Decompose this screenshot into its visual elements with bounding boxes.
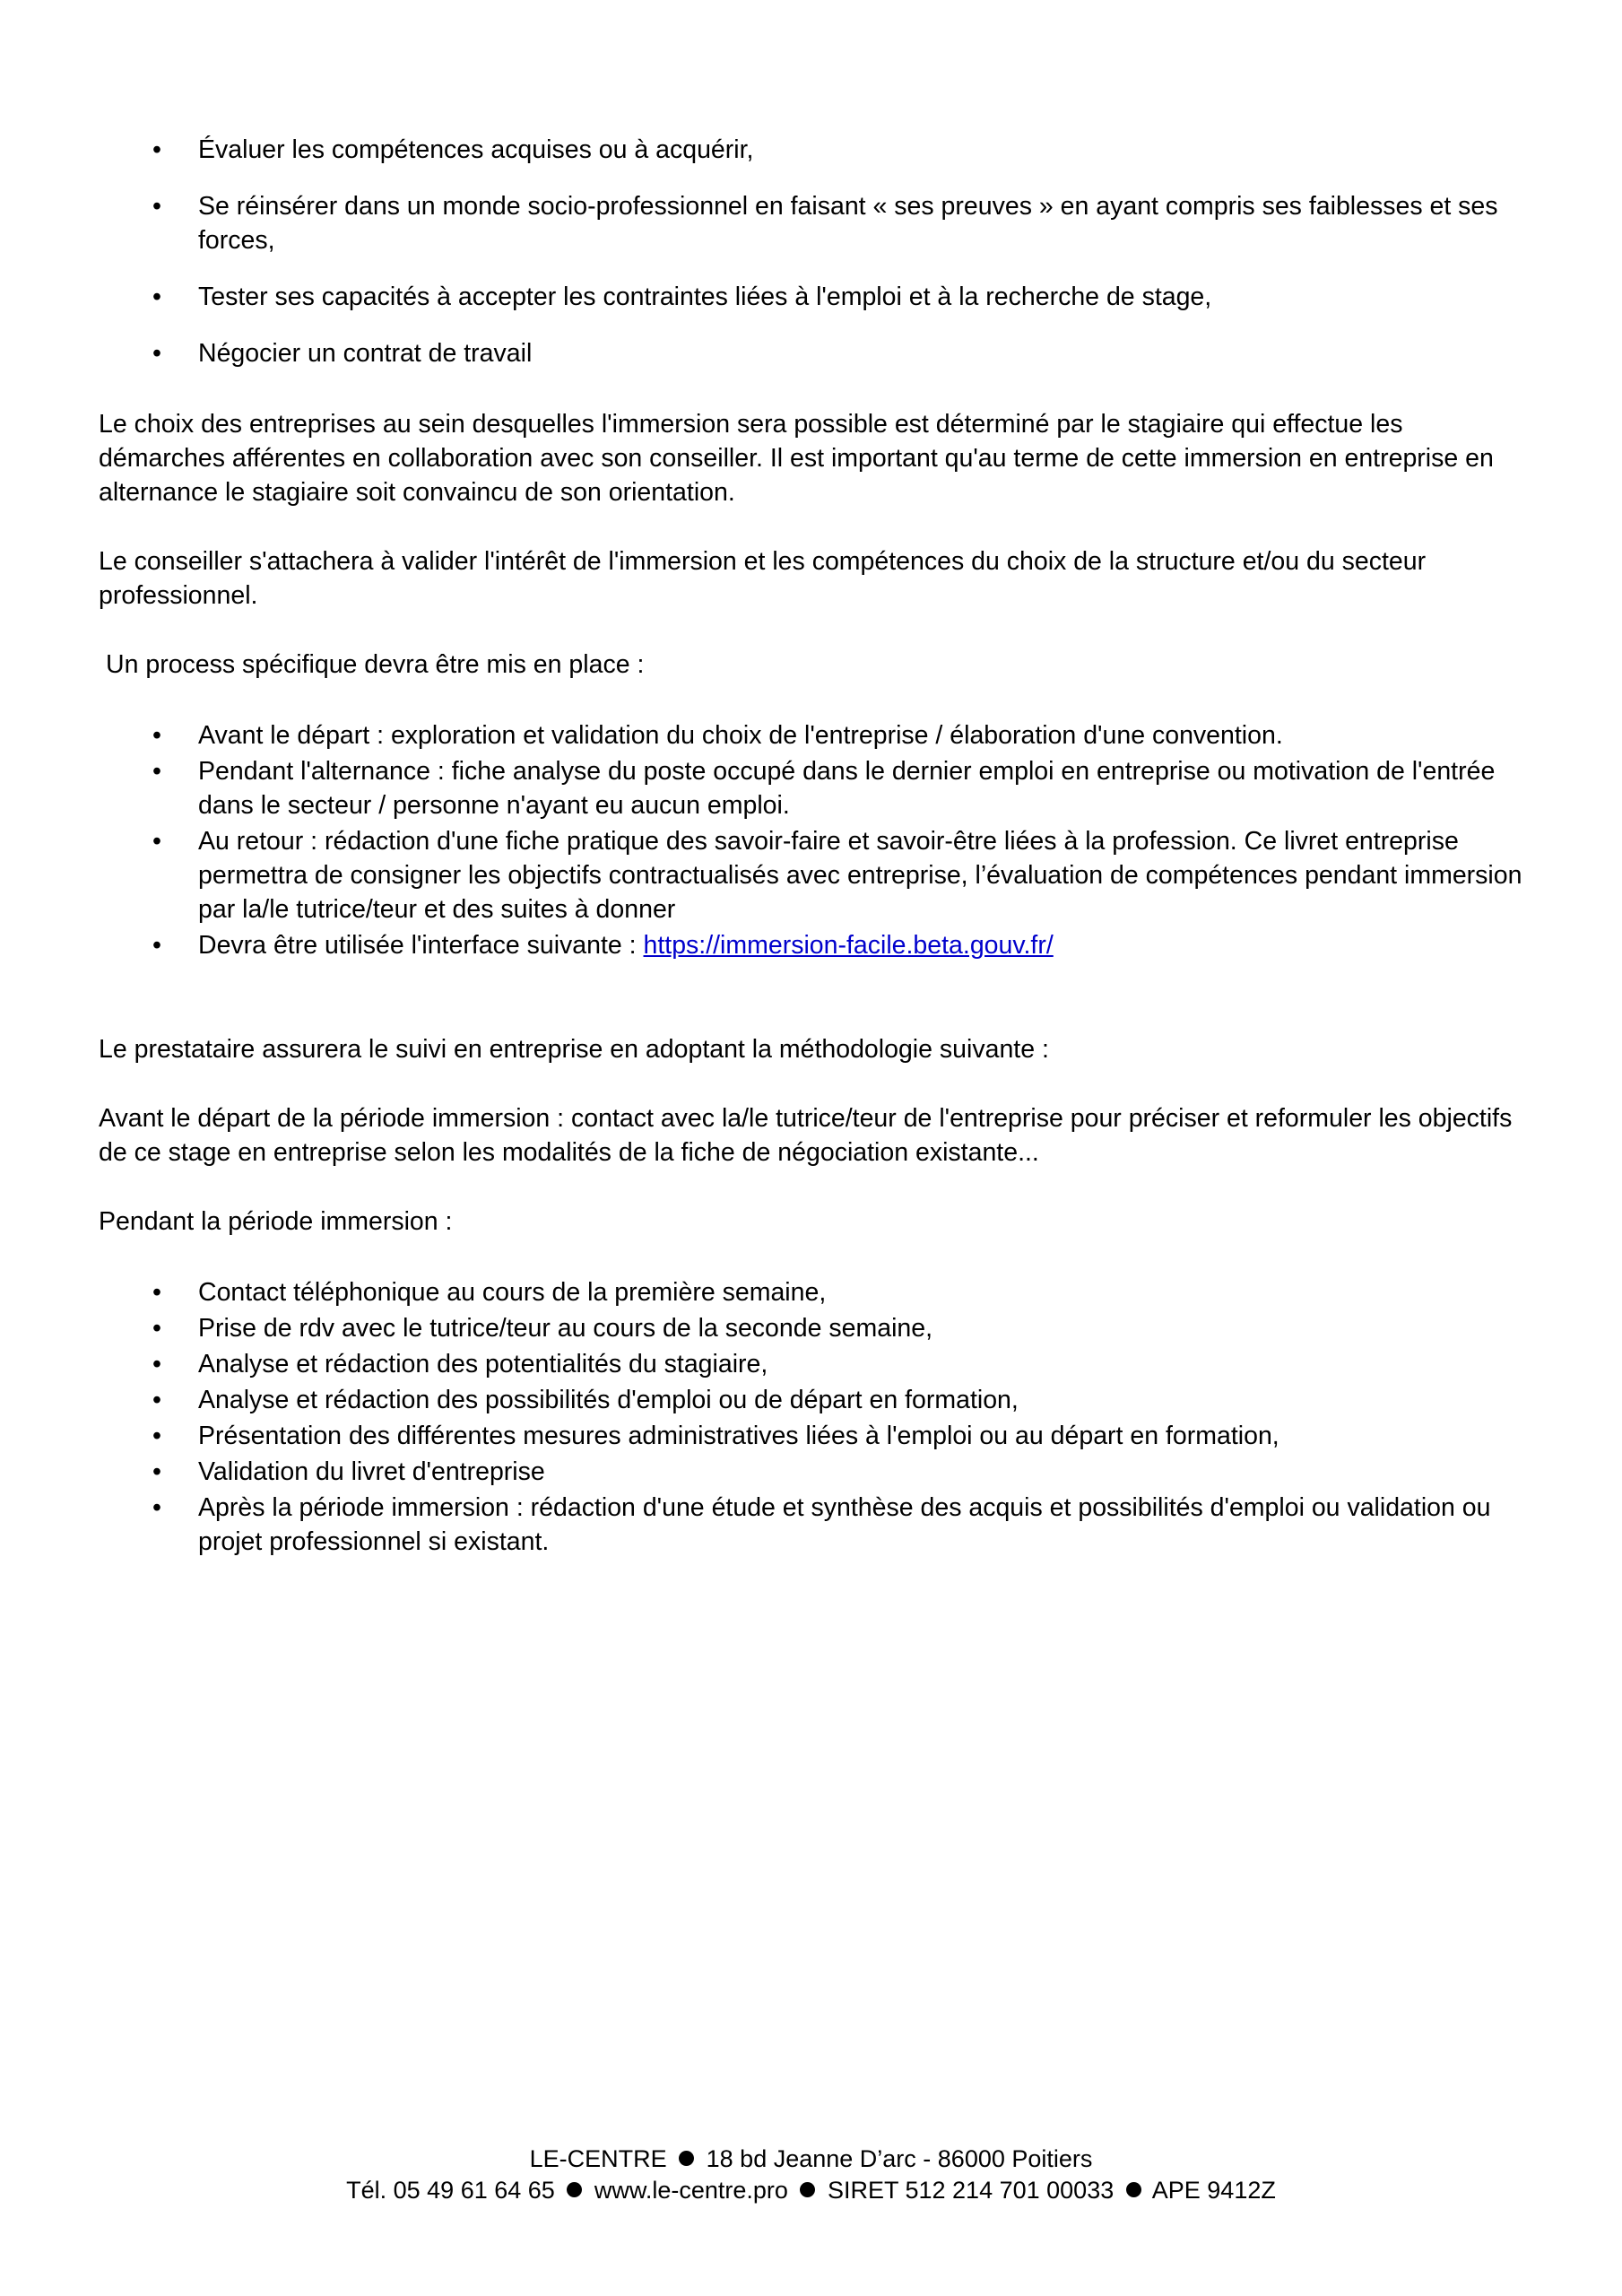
- footer-line-1: [0, 2144, 1622, 2175]
- list-item: • Prise de rdv avec le tutrice/teur au cours de la seconde semaine,: [99, 1311, 1533, 1345]
- bullet-icon: •: [152, 1422, 161, 1450]
- paragraph-advisor: Le conseiller s'attachera à valider l'intérêt de l'immersion et les compétences du choix de la structure et/ou du secteur professionnel.: [99, 547, 1427, 610]
- bullet-icon: •: [152, 1493, 161, 1522]
- bullet-dot-icon: [1126, 2182, 1141, 2197]
- bullet-icon: •: [152, 1457, 161, 1486]
- footer-address: 18 bd Jeanne D’arc - 86000 Poitiers: [706, 2145, 1093, 2172]
- bullet-icon: •: [152, 339, 161, 368]
- bullet-icon: •: [152, 721, 161, 750]
- footer-line-2: [0, 2175, 1622, 2206]
- footer-ape: APE 9412Z: [1151, 2177, 1276, 2204]
- document-body: [99, 133, 1533, 1559]
- page-footer: [0, 2144, 1622, 2206]
- list-item: • Validation du livret d'entreprise: [99, 1455, 1533, 1489]
- list-item: • Analyse et rédaction des potentialités du stagiaire,: [99, 1347, 1533, 1381]
- paragraph-during: Pendant la période immersion :: [99, 1207, 453, 1236]
- paragraph-choice: Le choix des entreprises au sein desquelles l'immersion sera possible est déterminé par le stagiaire qui effectue les démarches afférentes en collaboration avec son conseiller. Il est important qu'au terme de cette immersion en entreprise en alternance le stagiaire soit convaincu de son orientation.: [99, 410, 1494, 507]
- list-item: • Après la période immersion : rédaction d'une étude et synthèse des acquis et possibilités d'emploi ou validation ou projet professionnel si existant.: [99, 1491, 1533, 1559]
- bullet-icon: •: [152, 827, 161, 856]
- list-item: • Négocier un contrat de travail: [99, 336, 1533, 370]
- bullet-icon: •: [152, 135, 161, 164]
- objectives-list: [99, 133, 1533, 370]
- list-item: • Au retour : rédaction d'une fiche pratique des savoir-faire et savoir-être liées à la profession. Ce livret entreprise permettra de consigner les objectifs contractualisés avec entreprise, l’évaluation de compétences pendant immersion par la/le tutrice/teur et des suites à donner: [99, 824, 1533, 926]
- bullet-icon: •: [152, 1386, 161, 1414]
- bullet-icon: •: [152, 757, 161, 786]
- list-item: • Devra être utilisée l'interface suivante : https://immersion-facile.beta.gouv.fr/: [99, 928, 1533, 962]
- bullet-icon: •: [152, 192, 161, 221]
- bullet-dot-icon: [567, 2182, 582, 2197]
- immersion-facile-link[interactable]: https://immersion-facile.beta.gouv.fr/: [643, 931, 1054, 960]
- list-item: • Analyse et rédaction des possibilités d'emploi ou de départ en formation,: [99, 1383, 1533, 1417]
- footer-phone: Tél. 05 49 61 64 65: [346, 2177, 555, 2204]
- list-item: • Avant le départ : exploration et validation du choix de l'entreprise / élaboration d'une convention.: [99, 718, 1533, 752]
- bullet-icon: •: [152, 931, 161, 960]
- process-list: [99, 718, 1533, 962]
- paragraph-process: Un process spécifique devra être mis en place :: [106, 650, 645, 679]
- bullet-icon: •: [152, 1350, 161, 1378]
- paragraph-follow-up: Le prestataire assurera le suivi en entreprise en adoptant la méthodologie suivante :: [99, 1035, 1049, 1064]
- list-item: • Contact téléphonique au cours de la première semaine,: [99, 1275, 1533, 1309]
- list-item: • Pendant l'alternance : fiche analyse du poste occupé dans le dernier emploi en entreprise ou motivation de l'entrée dans le secteur / personne n'ayant eu aucun emploi.: [99, 754, 1533, 822]
- footer-website: www.le-centre.pro: [594, 2177, 788, 2204]
- bullet-icon: •: [152, 283, 161, 311]
- list-item: • Se réinsérer dans un monde socio-professionnel en faisant « ses preuves » en ayant compris ses faiblesses et ses forces,: [99, 189, 1533, 257]
- during-list: [99, 1275, 1533, 1559]
- paragraph-before: Avant le départ de la période immersion : contact avec la/le tutrice/teur de l'entreprise pour préciser et reformuler les objectifs de ce stage en entreprise selon les modalités de la fiche de négociation existante...: [99, 1104, 1513, 1167]
- bullet-icon: •: [152, 1314, 161, 1343]
- bullet-dot-icon: [800, 2182, 815, 2197]
- bullet-dot-icon: [679, 2151, 694, 2166]
- bullet-icon: •: [152, 1278, 161, 1307]
- footer-org: LE-CENTRE: [529, 2145, 667, 2172]
- list-item: • Présentation des différentes mesures administratives liées à l'emploi ou au départ en formation,: [99, 1419, 1533, 1453]
- list-item: • Évaluer les compétences acquises ou à acquérir,: [99, 133, 1533, 167]
- list-item: • Tester ses capacités à accepter les contraintes liées à l'emploi et à la recherche de stage,: [99, 280, 1533, 314]
- footer-siret: SIRET 512 214 701 00033: [827, 2177, 1115, 2204]
